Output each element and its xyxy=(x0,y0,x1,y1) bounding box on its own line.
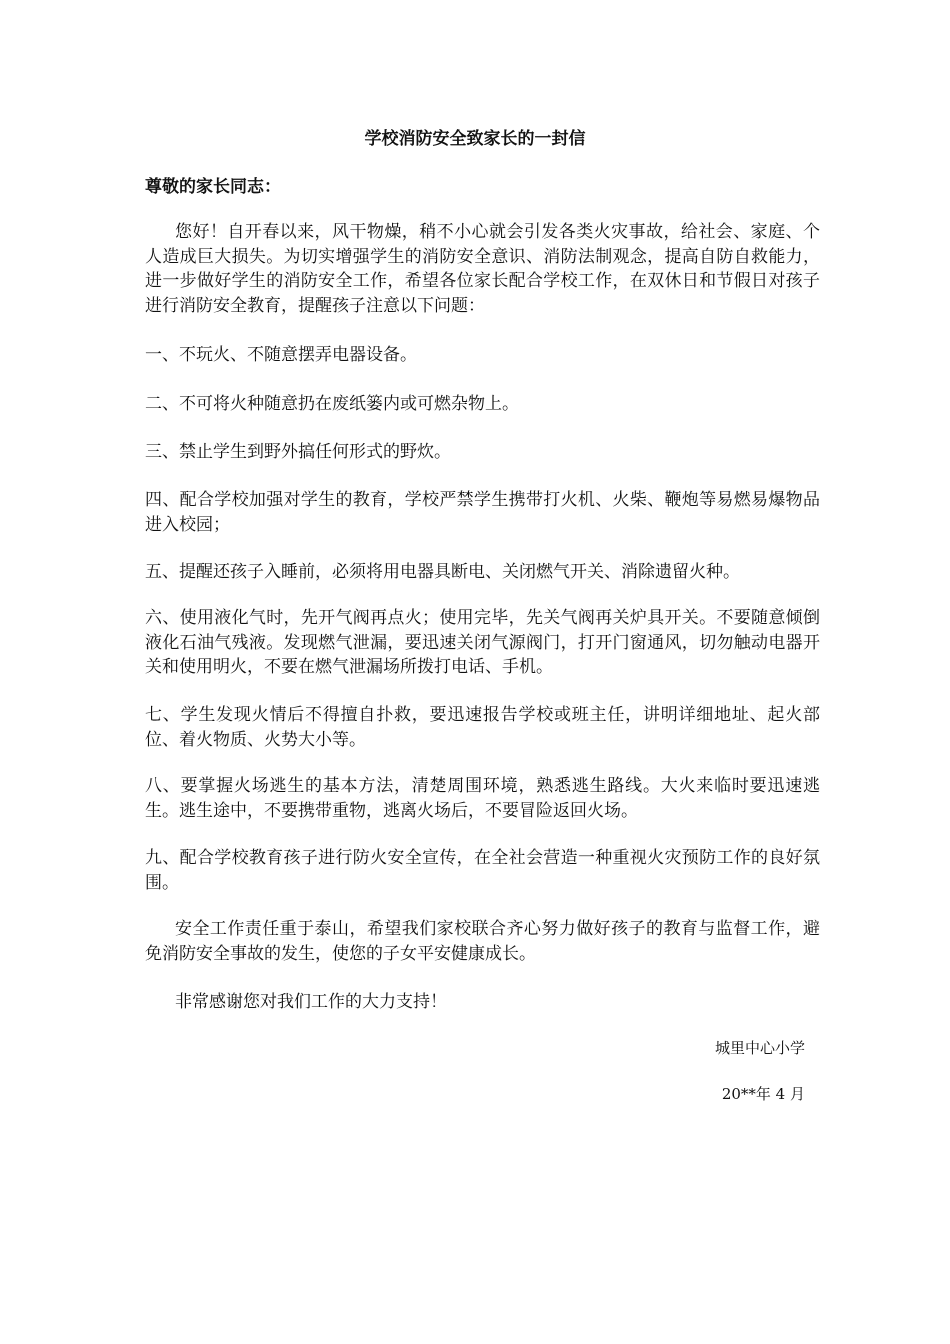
list-item-6: 六、使用液化气时，先开气阀再点火；使用完毕，先关气阀再关炉具开关。不要随意倾倒液化石油气残液。发现燃气泄漏，要迅速关闭气源阀门，打开门窗通风，切勿触动电器开关和使用明火，不要在燃气泄漏场所拨打电话、手机。 xyxy=(145,608,820,677)
intro-paragraph: 您好！自开春以来，风干物燥，稍不小心就会引发各类火灾事故，给社会、家庭、个人造成巨大损失。为切实增强学生的消防安全意识、消防法制观念，提高自防自救能力，进一步做好学生的消防安全工作，希望各位家长配合学校工作，在双休日和节假日对孩子进行消防安全教育，提醒孩子注意以下问题： xyxy=(145,222,820,316)
list-item-3: 三、禁止学生到野外搞任何形式的野炊。 xyxy=(145,442,451,462)
thanks-line: 非常感谢您对我们工作的大力支持！ xyxy=(175,992,447,1012)
list-item-1: 一、不玩火、不随意摆弄电器设备。 xyxy=(145,345,417,365)
list-item-7: 七、学生发现火情后不得擅自扑救，要迅速报告学校或班主任，讲明详细地址、起火部位、着火物质、火势大小等。 xyxy=(145,705,820,750)
list-item-2: 二、不可将火种随意扔在废纸篓内或可燃杂物上。 xyxy=(145,394,519,414)
closing-paragraph: 安全工作责任重于泰山，希望我们家校联合齐心努力做好孩子的教育与监督工作，避免消防安全事故的发生，使您的子女平安健康成长。 xyxy=(145,919,820,964)
list-item-8: 八、要掌握火场逃生的基本方法，清楚周围环境，熟悉逃生路线。大火来临时要迅速逃生。逃生途中，不要携带重物，逃离火场后，不要冒险返回火场。 xyxy=(145,776,820,821)
list-item-9: 九、配合学校教育孩子进行防火安全宣传，在全社会营造一种重视火灾预防工作的良好氛围。 xyxy=(145,848,820,893)
letter-title: 学校消防安全致家长的一封信 xyxy=(364,129,586,149)
signature-school: 城里中心小学 xyxy=(714,1039,805,1057)
letter-greeting: 尊敬的家长同志： xyxy=(145,177,281,197)
list-item-5: 五、提醒还孩子入睡前，必须将用电器具断电、关闭燃气开关、消除遗留火种。 xyxy=(145,562,740,582)
signature-date: 20**年 4 月 xyxy=(721,1085,805,1103)
list-item-4: 四、配合学校加强对学生的教育，学校严禁学生携带打火机、火柴、鞭炮等易燃易爆物品进入校园； xyxy=(145,490,820,535)
